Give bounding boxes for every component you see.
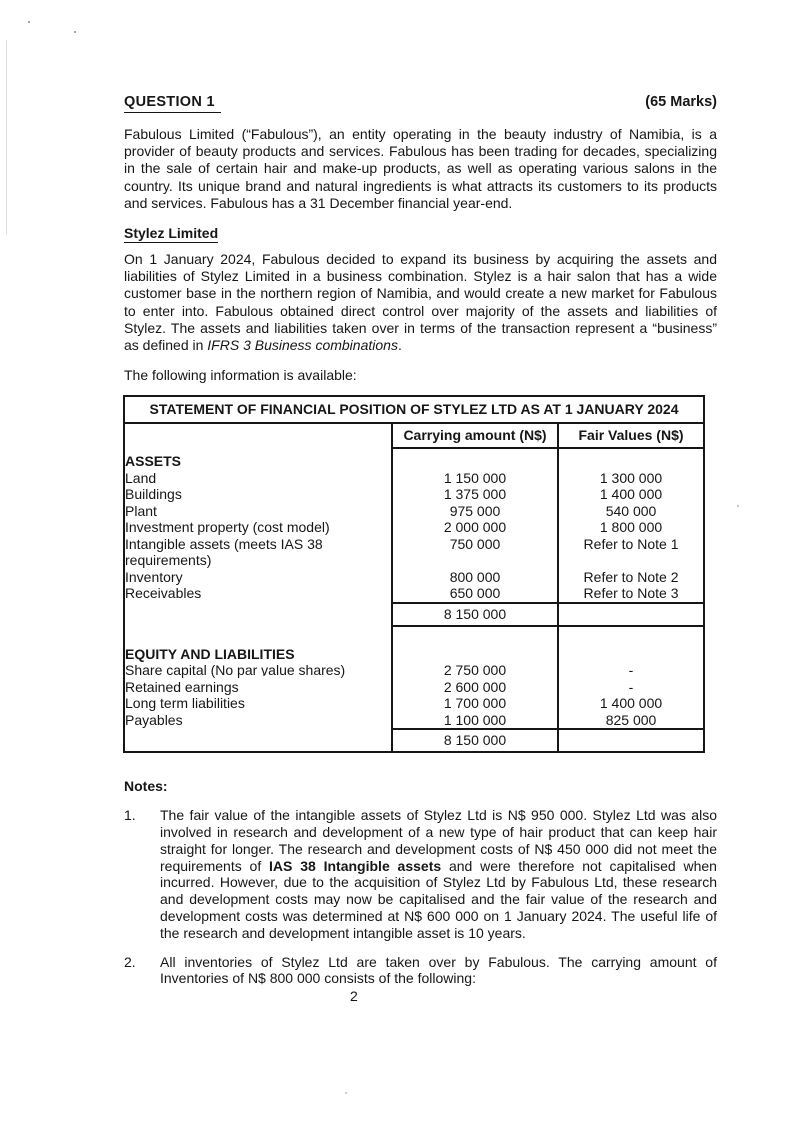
fair-value-cell: Refer to Note 3 [558,585,704,603]
row-label: Plant [125,502,157,519]
table-header-row [124,423,704,448]
row-label: ASSETS [125,453,182,470]
row-label: Payables [125,711,183,728]
row-label: Intangible assets (meets IAS 38 requirements) [125,535,323,569]
notes-heading: Notes: [124,778,168,795]
carrying-amount-cell: 2 000 000 [392,519,558,536]
note-text: All inventories of Stylez Ltd are taken over by Fabulous. The carrying amount of Inventories of N$ 800 000 consists of the following: [160,953,717,987]
row-label: Investment property (cost model) [125,519,330,536]
intro-paragraph: Fabulous Limited (“Fabulous”), an entity operating in the beauty industry of Namibia, is a provider of beauty products and services. Fabulous has been trading for decades, specializing in the sale of certain hair and make-up products, as well as operating various salons in the country. Its unique brand and natural ingredients is what attracts its customers to its products and services. Fabulous has a 31 December financial year-end. [124,126,717,211]
col-header-fair: Fair Values (N$) [558,423,704,448]
table-row [124,585,704,603]
spacer-cell [392,626,558,641]
carrying-amount-cell: 750 000 [392,536,558,569]
note-number: 1. [124,807,136,824]
scan-artifact [345,1092,347,1094]
ias38-reference: IAS 38 Intangible assets [269,857,442,874]
fair-total-cell [558,729,704,752]
row-label: EQUITY AND LIABILITIES [125,645,295,662]
empty-header-cell [124,423,392,448]
fair-value-cell: 1 300 000 [558,470,704,487]
info-line: The following information is available: [124,367,357,384]
note-number: 2. [124,953,136,970]
table-row-assets [124,448,704,470]
row-label: Share capital (No par value shares) [125,662,346,679]
scan-artifact [28,21,30,23]
carrying-amount-cell: 2 600 000 [392,679,558,696]
stylez-paragraph-text: On 1 January 2024, Fabulous decided to expand its business by acquiring the assets and liabilities of Stylez Limited in a business combination. Stylez is a hair salon that has a wide customer base in the northern region of Namibia, and would create a new market for Fabulous to enter into. Fabulous obtained direct control over majority of the assets and liabilities of Stylez. The assets and liabilities taken over in terms of the transaction represent a “business” as defined in [124,251,717,354]
table-row [124,536,704,569]
carrying-amount-cell [392,448,558,470]
carrying-amount-cell [392,641,558,663]
row-label [124,603,392,626]
table-row [124,470,704,487]
table-title: STATEMENT OF FINANCIAL POSITION OF STYLEZ LTD AS AT 1 JANUARY 2024 [124,396,704,423]
ifrs-reference: IFRS 3 Business combinations [207,337,398,354]
stylez-paragraph-end: . [397,337,402,354]
fair-value-cell: - [558,662,704,679]
carrying-amount-cell: 1 100 000 [392,712,558,730]
carrying-amount-cell: 2 750 000 [392,662,558,679]
fair-total-cell [558,603,704,626]
fair-value-cell: Refer to Note 2 [558,569,704,586]
table-total-row [124,603,704,626]
row-label: Receivables [125,585,202,602]
page-content [124,0,717,987]
table-row [124,712,704,730]
fair-value-cell: 1 400 000 [558,695,704,712]
stylez-paragraph [124,251,717,354]
fair-value-cell: - [558,679,704,696]
scan-artifact [6,40,7,235]
fair-value-cell [558,448,704,470]
question-label: QUESTION 1 [124,94,221,113]
fair-value-cell: 825 000 [558,712,704,730]
table-spacer-row [124,626,704,641]
note-item-1 [124,807,717,941]
note-item-2 [124,954,717,988]
marks-label: (65 Marks) [645,94,717,110]
table-row [124,569,704,586]
fair-value-cell [558,641,704,663]
scan-artifact [737,505,739,507]
table-row [124,695,704,712]
row-label: Land [125,469,157,486]
carrying-amount-cell: 975 000 [392,503,558,520]
fair-value-cell: Refer to Note 1 [558,536,704,569]
carrying-total-cell: 8 150 000 [392,603,558,626]
table-total-row [124,729,704,752]
sfp-table [123,395,705,753]
fair-value-cell: 1 400 000 [558,486,704,503]
fair-value-cell: 540 000 [558,503,704,520]
section-heading [124,225,717,241]
row-label [124,729,392,752]
page-number: 2 [350,988,358,1004]
carrying-total-cell: 8 150 000 [392,729,558,752]
spacer-cell [558,626,704,641]
carrying-amount-cell: 650 000 [392,585,558,603]
note1-text-start: The fair value of the intangible assets of Stylez Ltd is N$ 950 000. Stylez Ltd was also involved in research and development of a new type of hair product that can keep hair straight for longer. The research and development costs of N$ 450 000 did not meet the requirements of [160,807,717,874]
carrying-amount-cell: 1 700 000 [392,695,558,712]
note-text [160,807,717,941]
note1-text-end: and were therefore not capitalised when incurred. However, due to the acquisition of Stylez Ltd by Fabulous Ltd, these research and development costs may now be capitalised and the fair value of the research and development costs was determined at N$ 600 000 on 1 January 2024. The useful life of the research and development intangible asset is 10 years. [160,857,717,941]
section-heading-text: Stylez Limited [124,225,219,242]
fair-value-cell: 1 800 000 [558,519,704,536]
scan-artifact [74,31,76,33]
table-row [124,679,704,696]
carrying-amount-cell: 800 000 [392,569,558,586]
carrying-amount-cell: 1 375 000 [392,486,558,503]
table-row [124,519,704,536]
table-row [124,662,704,679]
table-row [124,503,704,520]
table-title-row [124,396,704,423]
spacer-cell [124,626,392,641]
row-label: Retained earnings [125,678,239,695]
table-row [124,486,704,503]
col-header-carrying: Carrying amount (N$) [392,423,558,448]
question-header [124,94,717,113]
row-label: Buildings [125,486,182,503]
row-label: Inventory [125,568,183,585]
row-label: Long term liabilities [125,695,245,712]
carrying-amount-cell: 1 150 000 [392,470,558,487]
table-row-equity [124,641,704,663]
